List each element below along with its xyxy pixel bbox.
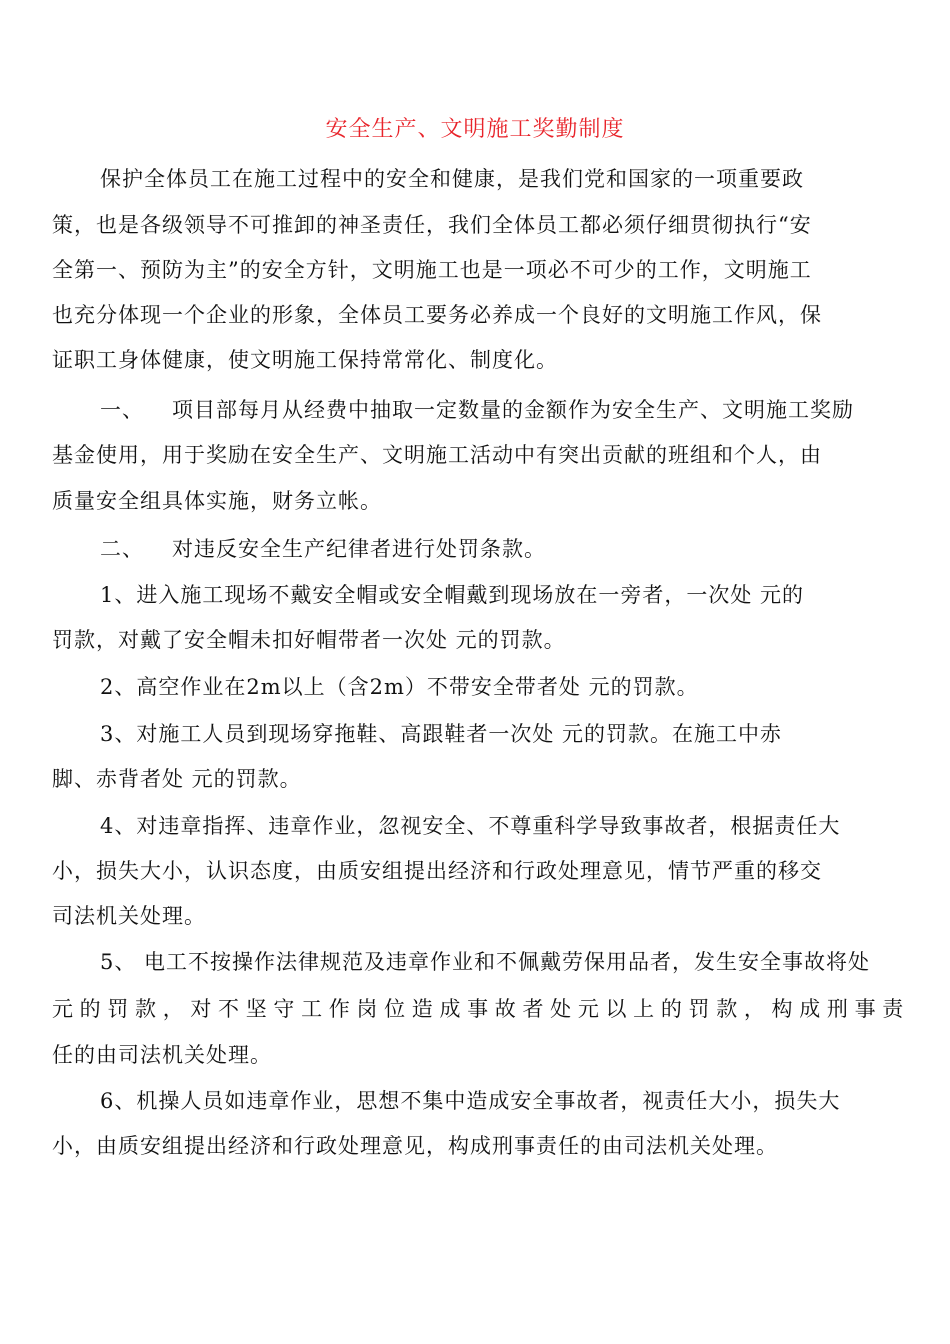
section-number: 二、 bbox=[100, 537, 144, 561]
clause-line: 2、高空作业在2m以上（含2m）不带安全带者处 元的罚款。 bbox=[100, 675, 699, 699]
clause-line: 小，由质安组提出经济和行政处理意见，构成刑事责任的由司法机关处理。 bbox=[52, 1134, 778, 1158]
paragraph-line: 全第一、预防为主”的安全方针，文明施工也是一项必不可少的工作，文明施工 bbox=[52, 258, 812, 282]
paragraph-line: 保护全体员工在施工过程中的安全和健康，是我们党和国家的一项重要政 bbox=[100, 167, 804, 191]
clause-line: 6、机操人员如违章作业，思想不集中造成安全事故者，视责任大小，损失大 bbox=[100, 1089, 841, 1113]
paragraph-line: 证职工身体健康，使文明施工保持常常化、制度化。 bbox=[52, 348, 558, 372]
clause-line: 5、 电工不按操作法律规范及违章作业和不佩戴劳保用品者，发生安全事故将处 bbox=[100, 950, 871, 974]
clause-line: 3、对施工人员到现场穿拖鞋、高跟鞋者一次处 元的罚款。在施工中赤 bbox=[100, 722, 783, 746]
paragraph-line: 对违反安全生产纪律者进行处罚条款。 bbox=[172, 537, 546, 561]
paragraph-line: 基金使用，用于奖励在安全生产、文明施工活动中有突出贡献的班组和个人，由 bbox=[52, 443, 822, 467]
clause-line: 罚款，对戴了安全帽未扣好帽带者一次处 元的罚款。 bbox=[52, 628, 566, 652]
paragraph-line: 质量安全组具体实施，财务立帐。 bbox=[52, 489, 382, 513]
clause-line: 元 的 罚 款 ， 对 不 坚 守 工 作 岗 位 造 成 事 故 者 处 元 以 上 的 罚 款 ， 构 成 刑 事 责 bbox=[52, 997, 904, 1021]
clause-line: 小，损失大小，认识态度，由质安组提出经济和行政处理意见，情节严重的移交 bbox=[52, 859, 822, 883]
document-title: 安全生产、文明施工奖勤制度 bbox=[325, 117, 625, 142]
clause-line: 1、进入施工现场不戴安全帽或安全帽戴到现场放在一旁者，一次处 元的 bbox=[100, 583, 805, 607]
clause-line: 4、对违章指挥、违章作业，忽视安全、不尊重科学导致事故者，根据责任大 bbox=[100, 814, 841, 838]
clause-line: 脚、赤背者处 元的罚款。 bbox=[52, 767, 302, 791]
paragraph-line: 策，也是各级领导不可推卸的神圣责任，我们全体员工都必须仔细贯彻执行“安 bbox=[52, 213, 812, 237]
paragraph-line: 也充分体现一个企业的形象，全体员工要务必养成一个良好的文明施工作风，保 bbox=[52, 303, 822, 327]
paragraph-line: 项目部每月从经费中抽取一定数量的金额作为安全生产、文明施工奖励 bbox=[172, 398, 854, 422]
clause-line: 任的由司法机关处理。 bbox=[52, 1043, 272, 1067]
clause-line: 司法机关处理。 bbox=[52, 904, 206, 928]
section-number: 一、 bbox=[100, 398, 144, 422]
